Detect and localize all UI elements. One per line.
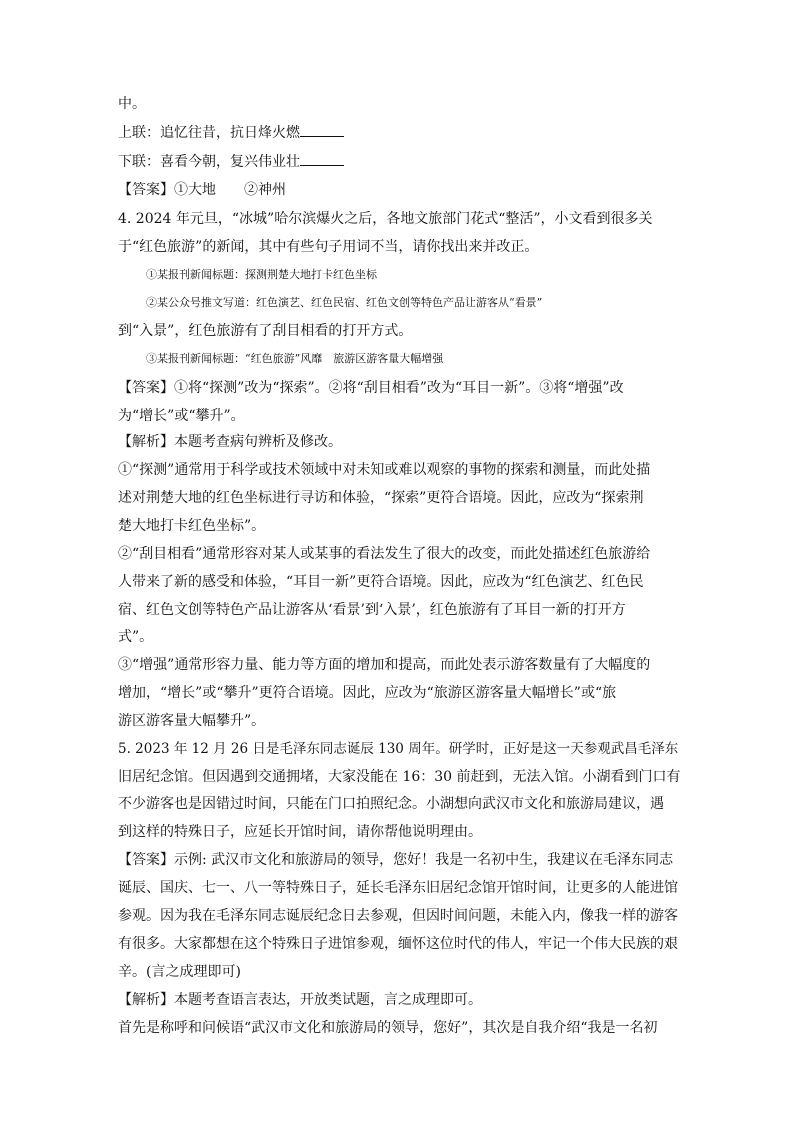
analysis-line: 【解析】本题考查语言表达，开放类试题，言之成理即可。 [118, 992, 482, 1008]
answer-line: 诞辰、国庆、七一、八一等特殊日子，延长毛泽东旧居纪念馆开馆时间，让更多的人能进馆 [118, 880, 678, 896]
answer-line: 【答案】①大地 ②神州 [118, 182, 286, 198]
analysis-line: 楚大地打卡红色坐标”。 [118, 518, 266, 534]
sentence-1: ①某报刊新闻标题：探测荆楚大地打卡红色坐标 [146, 268, 377, 281]
analysis-line: 人带来了新的感受和体验，“耳目一新”更符合语境。因此，应改为“红色演艺、红色民 [118, 574, 644, 590]
analysis-line: ①“探测”通常用于科学或技术领域中对未知或难以观察的事物的探索和测量，而此处描 [118, 462, 651, 478]
analysis-line: 述对荆楚大地的红色坐标进行寻访和体验，“探索”更符合语境。因此，应改为“探索荆 [118, 490, 644, 506]
couplet-upper-line [118, 124, 688, 141]
fill-blank [300, 124, 344, 137]
couplet-lower-text: 下联：喜看今朝，复兴伟业壮 [118, 154, 300, 170]
question-4-line: 4. 2024 年元旦，“冰城”哈尔滨爆火之后，各地文旅部门花式“整活”，小文看到很多关 [118, 211, 653, 227]
answer-line: 为“增长”或“攀升”。 [118, 408, 245, 424]
answer-line: 辛。(言之成理即可) [118, 964, 241, 980]
answer-line: 【答案】①将“探测”改为“探索”。②将“刮目相看”改为“耳目一新”。③将“增强”改 [118, 380, 624, 396]
analysis-line: 式”。 [118, 629, 154, 645]
text-line: 中。 [118, 96, 146, 112]
answer-line: 参观。因为我在毛泽东同志诞辰纪念日去参观，但因时间问题，未能入内，像我一样的游客 [118, 908, 678, 924]
question-5-line: 不少游客也是因错过时间，只能在门口拍照纪念。小湖想向武汉市文化和旅游局建议，遇 [118, 796, 664, 812]
analysis-line: ③“增强”通常形容力量、能力等方面的增加和提高，而此处表示游客数量有了大幅度的 [118, 657, 651, 673]
fill-blank [300, 153, 344, 166]
couplet-upper-text: 上联：追忆往昔，抗日烽火燃 [118, 125, 300, 141]
answer-line: 【答案】示例: 武汉市文化和旅游局的领导，您好！我是一名初中生，我建议在毛泽东同志 [118, 852, 674, 868]
analysis-line: 首先是称呼和问候语“武汉市文化和旅游局的领导，您好”，其次是自我介绍“我是一名初 [118, 1020, 658, 1036]
analysis-line: ②“刮目相看”通常形容对某人或某事的看法发生了很大的改变，而此处描述红色旅游给 [118, 546, 651, 562]
analysis-line: 游区游客量大幅攀升”。 [118, 713, 266, 729]
couplet-lower-line [118, 153, 688, 170]
sentence-2-cont: 到“入景”，红色旅游有了刮目相看的打开方式。 [118, 323, 413, 339]
answer-line: 有很多。大家都想在这个特殊日子进馆参观，缅怀这位时代的伟人，牢记一个伟大民族的艰 [118, 936, 678, 952]
analysis-line: 增加，“增长”或“攀升”更符合语境。因此，应改为“旅游区游客量大幅增长”或“旅 [118, 685, 617, 701]
sentence-2: ②某公众号推文写道：红色演艺、红色民宿、红色文创等特色产品让游客从“看景” [146, 296, 543, 309]
sentence-3: ③某报刊新闻标题：“红色旅游”风靡 旅游区游客量大幅增强 [146, 352, 444, 365]
question-5-line: 5. 2023 年 12 月 26 日是毛泽东同志诞辰 130 周年。研学时，正好是这一天参观武昌毛泽东 [118, 741, 679, 757]
question-5-line: 到这样的特殊日子，应延长开馆时间，请你帮他说明理由。 [118, 824, 482, 840]
question-4-line: 于“红色旅游”的新闻，其中有些句子用词不当，请你找出来并改正。 [118, 239, 539, 255]
analysis-line: 宿、红色文创等特色产品让游客从‘看景’到‘入景’，红色旅游有了耳目一新的打开方 [118, 602, 626, 618]
question-5-line: 旧居纪念馆。但因遇到交通拥堵，大家没能在 16：30 前赶到，无法入馆。小湖看到门口有 [118, 769, 681, 785]
analysis-line: 【解析】本题考查病句辨析及修改。 [118, 434, 342, 450]
